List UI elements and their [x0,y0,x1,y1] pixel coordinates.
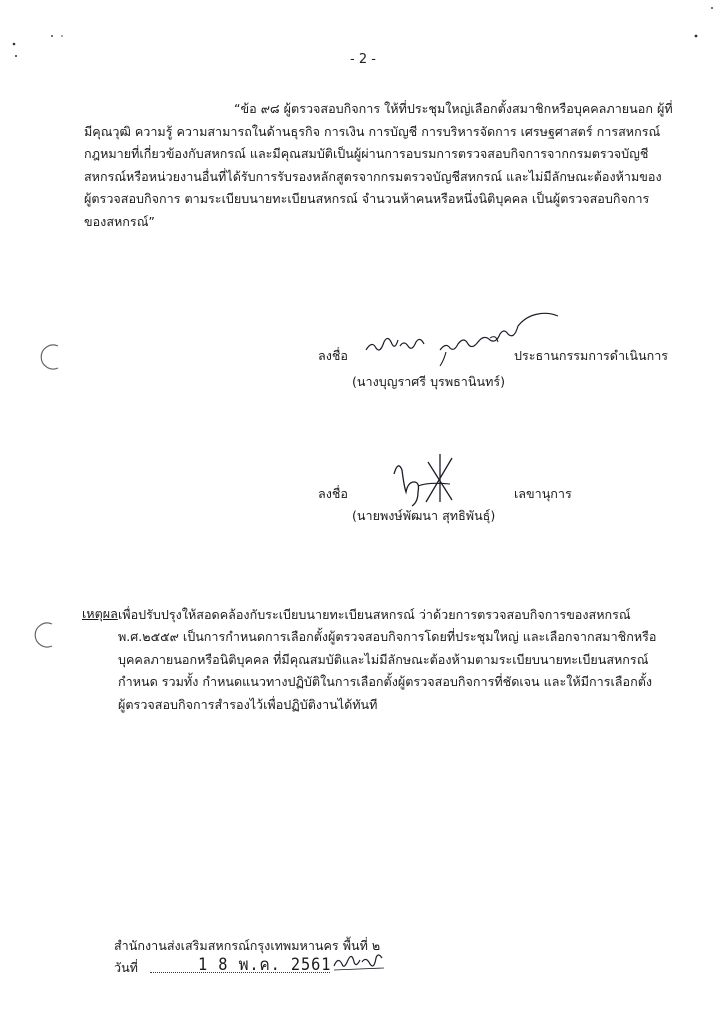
stamp-office: สำนักงานส่งเสริมสหกรณ์กรุงเทพมหานคร พื้นที่ ๒ [114,938,381,953]
reason-line: เพื่อปรับปรุงให้สอดคล้องกับระเบียบนายทะเบียนสหกรณ์ ว่าด้วยการตรวจสอบกิจการของสหกรณ์ [118,607,631,622]
paragraph-line: “ข้อ ๙๘ ผู้ตรวจสอบกิจการ ให้ที่ประชุมใหญ่เลือกตั้งสมาชิกหรือบุคคลภายนอก ผู้ที่ [234,101,673,116]
paragraph-line: กฎหมายที่เกี่ยวข้องกับสหกรณ์ และมีคุณสมบัติเป็นผู้ผ่านการอบรมการตรวจสอบกิจการจากกรมตรวจบัญชี [84,146,649,162]
reason-line: ผู้ตรวจสอบกิจการสำรองไว้เพื่อปฏิบัติงานได้ทันที [118,696,378,712]
signature-1-position: ประธานกรรมการดำเนินการ [514,348,669,363]
signature-1-label: ลงชื่อ [318,348,348,363]
paragraph-line: สหกรณ์หรือหน่วยงานอื่นที่ได้รับการรับรองหลักสูตรจากกรมตรวจบัญชีสหกรณ์ และไม่มีลักษณะต้องห้ามของ [84,168,662,184]
paragraph-line: ผู้ตรวจสอบกิจการ ตามระเบียบนายทะเบียนสหกรณ์ จำนวนห้าคนหรือหนึ่งนิติบุคคล เป็นผู้ตรวจสอบกิจการ [84,191,650,207]
stamp-date: 1 8 พ.ค. 2561 [198,955,332,975]
signature-2-handwriting [388,452,468,512]
stamp-date-label: วันที่ [114,960,138,975]
reason-line: บุคคลภายนอกหรือนิติบุคคล ที่มีคุณสมบัติและไม่มีลักษณะต้องห้ามตามระเบียบนายทะเบียนสหกรณ์ [118,651,649,667]
signature-2-name: (นายพงษ์พัฒนา สุทธิพันธุ์) [352,508,496,523]
amendment-paragraph [84,98,694,234]
reason-paragraph [118,604,678,716]
reason-line: พ.ศ.๒๕๕๙ เป็นการกำหนดการเลือกตั้งผู้ตรวจสอบกิจการโดยที่ประชุมใหญ่ และเลือกจากสมาชิกหรือ [118,629,657,645]
reason-heading: เหตุผล [82,606,118,621]
signature-2-position: เลขานุการ [514,486,572,501]
page-number: - 2 - [350,52,376,67]
signature-2-label: ลงชื่อ [318,486,348,501]
paragraph-line: ของสหกรณ์” [84,213,155,229]
paragraph-line: มีคุณวุฒิ ความรู้ ความสามารถในด้านธุรกิจ การเงิน การบัญชี การบริหารจัดการ เศรษฐศาสตร์ การสหกรณ์ [84,123,661,139]
stamp-initials-handwriting [330,950,390,974]
punch-hole-mark [36,342,66,372]
reason-line: กำหนด รวมทั้ง กำหนดแนวทางปฏิบัติในการเลือกตั้งผู้ตรวจสอบกิจการที่ชัดเจน และให้มีการเลือกตั้ง [118,674,653,690]
punch-hole-mark [30,620,60,650]
signature-1-name: (นางบุญราศรี บุรพธานินทร์) [352,374,506,389]
